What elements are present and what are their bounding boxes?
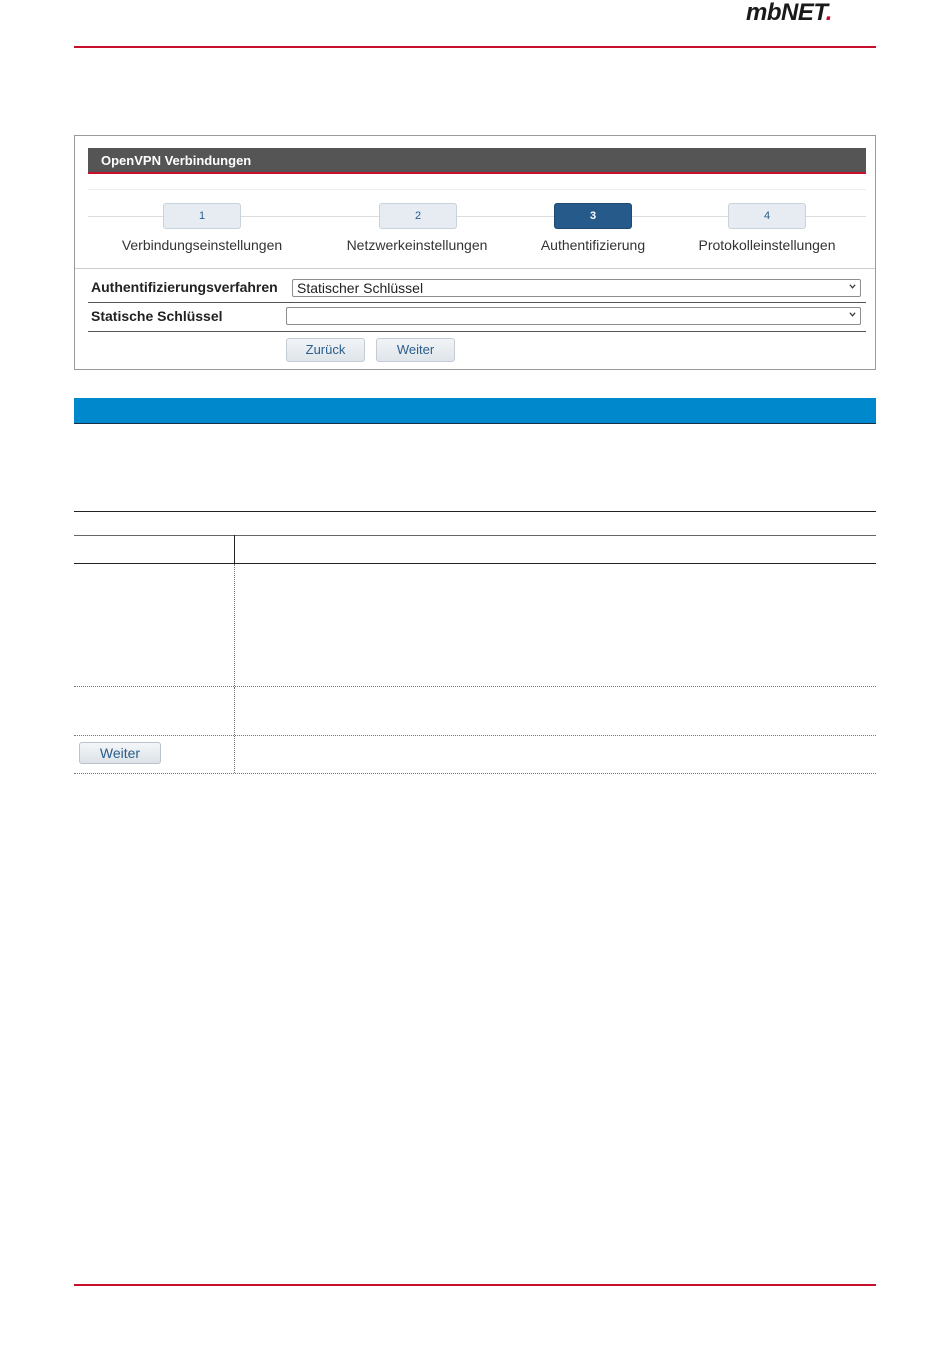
- table-row-divider: [74, 686, 876, 687]
- next-button[interactable]: Weiter: [376, 338, 455, 362]
- static-keys-select[interactable]: [286, 307, 861, 325]
- logo-text: mbNET: [746, 0, 826, 26]
- step-3-button[interactable]: 3: [554, 203, 632, 229]
- table-header-column-divider: [234, 535, 235, 563]
- section-bar: [74, 398, 876, 424]
- row-divider: [88, 302, 866, 303]
- table-row-divider: [74, 773, 876, 774]
- footer-rule: [74, 1284, 876, 1286]
- step-2-label: Netzwerkeinstellungen: [346, 237, 488, 253]
- step-2-button[interactable]: 2: [379, 203, 457, 229]
- row-divider: [88, 331, 866, 332]
- step-4-label: Protokolleinstellungen: [698, 237, 836, 253]
- step-1-label: Verbindungseinstellungen: [121, 237, 283, 253]
- openvpn-wizard-panel: [74, 135, 876, 370]
- table-column-divider: [234, 687, 235, 735]
- panel-title: OpenVPN Verbindungen: [88, 148, 866, 174]
- table-next-button[interactable]: Weiter: [79, 742, 161, 764]
- step-3-label: Authentifizierung: [540, 237, 646, 253]
- logo-dot: .: [825, 0, 832, 26]
- header-rule: [74, 46, 876, 48]
- step-4-button[interactable]: 4: [728, 203, 806, 229]
- mbnet-logo: [746, 0, 876, 30]
- table-column-divider: [234, 736, 235, 773]
- auth-method-value: Statischer Schlüssel: [297, 280, 424, 296]
- static-keys-label: Statische Schlüssel: [91, 308, 223, 324]
- back-button[interactable]: Zurück: [286, 338, 365, 362]
- step-1-button[interactable]: 1: [163, 203, 241, 229]
- chevron-down-icon: [849, 283, 856, 290]
- table-top-rule: [74, 511, 876, 512]
- table-row-divider: [74, 735, 876, 736]
- auth-method-label: Authentifizierungsverfahren: [91, 279, 278, 295]
- auth-method-select[interactable]: [292, 279, 861, 297]
- table-column-divider: [234, 564, 235, 686]
- table-header-bottom-rule: [74, 563, 876, 564]
- chevron-down-icon: [849, 311, 856, 318]
- panel-divider: [88, 189, 866, 190]
- table-header-rule: [74, 535, 876, 536]
- steps-divider: [75, 268, 875, 269]
